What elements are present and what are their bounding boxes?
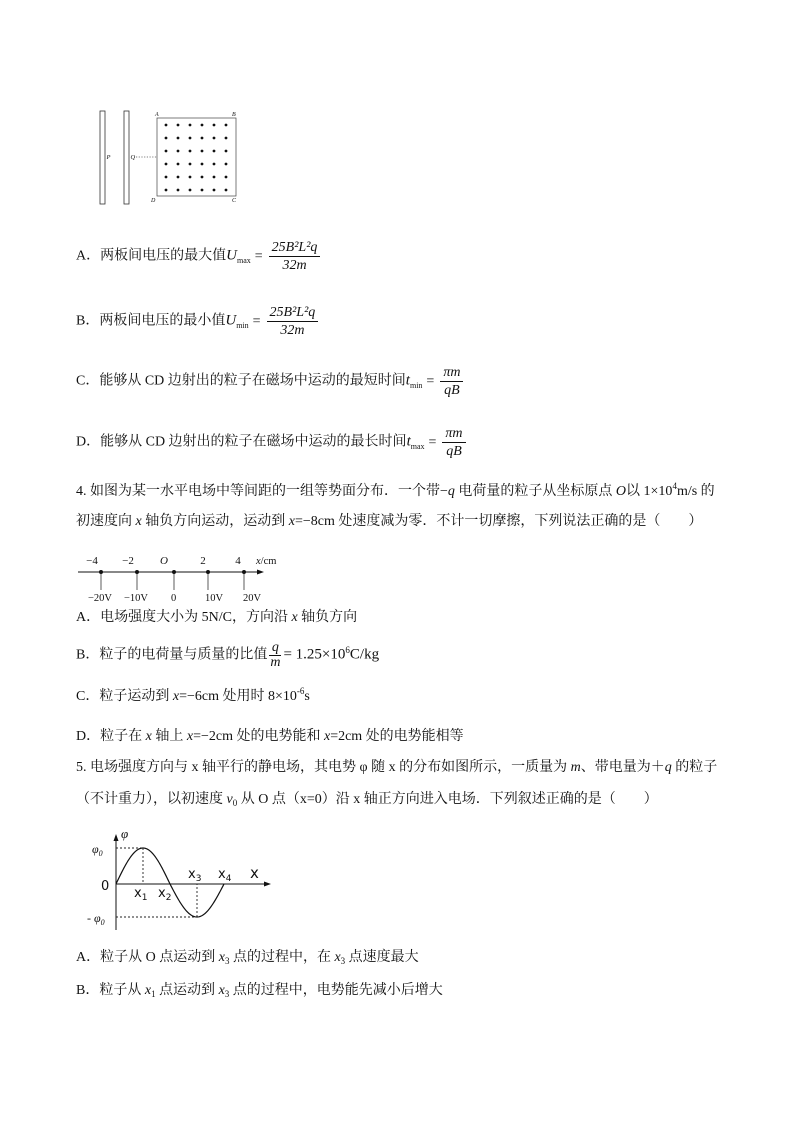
q4-option-d [76,727,464,747]
axis-point [206,570,210,574]
x1-label: $x_1$ [134,886,148,903]
field-dot [189,163,192,166]
equals-sign: = [426,373,435,389]
field-dot [165,189,168,192]
potential-label: −20V [88,593,113,604]
fraction-numerator: 25B²L²q [269,239,321,257]
fraction-numerator: πm [440,364,463,382]
option-text: 点的过程中，在 [229,950,335,965]
field-dot [177,176,180,179]
plate-p-label: P [106,154,111,161]
field-dot [225,137,228,140]
field-dot [201,163,204,166]
option-subscript: 3 [224,956,230,966]
axis-point [99,570,103,574]
option-variable: x [218,983,225,998]
plate-q-label: Q [130,154,136,161]
field-dot [165,124,168,127]
stem-variable: m [570,760,581,775]
field-dot [213,163,216,166]
q5-stem-line-2 [76,790,658,810]
q4-stem-line-1 [76,482,715,502]
option-variable: x [172,689,180,704]
fraction-numerator: q [269,641,281,656]
phi-axis-label: φ [121,826,129,841]
field-dot [165,163,168,166]
option-subscript: 3 [340,956,346,966]
option-variable: t [406,433,411,450]
q4-option-c [76,687,310,707]
field-dot [165,150,168,153]
equals-sign: = [254,248,263,264]
option-variable-subscript: max [410,441,425,451]
neg-phi0-label: - $\varphi_0$ [87,911,105,927]
corner-b-label: B [232,112,236,118]
option-fraction [267,304,319,339]
equals-sign: = [252,313,261,329]
axis-unit-label: x/cm [256,556,277,567]
x3-label: $x_3$ [188,867,202,884]
q5-stem-line-1 [76,758,717,778]
axis-point [172,570,176,574]
plate-p [100,111,105,204]
x-axis-arrow [264,882,271,887]
q3-option-c [76,364,465,399]
stem-variable: x [288,514,295,529]
potential-label: 0 [171,593,177,604]
phi0-label: $\varphi_0$ [92,842,103,858]
option-text: A．粒子从 O 点运动到 [76,950,219,965]
field-dot [189,137,192,140]
field-dot [213,137,216,140]
field-dot [177,163,180,166]
option-variable-subscript: min [409,380,423,390]
q4-option-b [76,641,379,670]
option-fraction [442,425,465,460]
stem-text: （不计重力），以初速度 [76,792,227,807]
option-text: A．电场强度大小为 5N/C，方向沿 [76,610,292,625]
field-dot [225,176,228,179]
field-dot [177,150,180,153]
axis-point [135,570,139,574]
field-dot [225,150,228,153]
stem-text: 的粒子 [671,760,718,775]
q3-option-a [76,239,322,274]
stem-text: 轴负方向运动，运动到 [141,514,289,529]
potential-label: 20V [243,593,262,604]
option-text: A．两板间电压的最大值 [76,248,227,264]
stem-exponent: 4 [672,481,677,491]
option-text: B．粒子的电荷量与质量的比值 [76,647,268,663]
option-text: 轴负方向 [297,610,358,625]
option-variable-subscript: max [236,255,251,265]
corner-d-label: D [151,198,156,204]
potential-vs-x-graph [84,826,279,934]
field-dot [177,124,180,127]
fraction-denominator: 32m [282,258,307,273]
axis-point [242,570,246,574]
option-text: =2cm 处的电势能相等 [330,729,464,744]
option-variable: x [291,610,298,625]
origin-label: 0 [101,879,110,894]
plates-and-magnetic-field-figure [90,105,250,210]
option-text: =−6cm 处用时 8×10 [179,689,297,704]
option-text: C．粒子运动到 [76,689,173,704]
stem-variable: x [135,514,142,529]
option-fraction [440,364,463,399]
option-variable: x [145,729,152,744]
x-axis-label: x [250,864,259,882]
option-variable: x [323,729,331,744]
option-text: 点速度最大 [345,950,419,965]
tick-label: −2 [122,555,134,567]
field-dot [213,124,216,127]
field-dot [213,176,216,179]
stem-text: 电荷量的粒子从坐标原点 [454,484,616,499]
option-variable: x [186,729,194,744]
equals-sign: = [428,434,437,450]
tick-label: 4 [235,555,241,567]
option-variable: U [226,247,237,264]
q4-stem-line-2 [76,512,702,532]
q4-option-a [76,608,357,628]
field-dot [225,163,228,166]
option-variable-subscript: min [236,320,249,330]
magnetic-field-dots [165,124,228,192]
plate-q [124,111,129,204]
option-text: D．粒子在 [76,729,146,744]
option-text: B．两板间电压的最小值 [76,313,226,329]
tick-label: 2 [200,555,206,567]
option-exponent: 6 [345,644,350,655]
x-axis-arrow [257,570,264,575]
field-dot [201,124,204,127]
field-dot [189,189,192,192]
field-dot [201,176,204,179]
field-dot [189,176,192,179]
option-variable: x [334,950,341,965]
option-subscript: 3 [224,989,230,999]
corner-a-label: A [155,112,159,118]
field-dot [201,189,204,192]
option-variable: x [218,950,225,965]
stem-text: 以 1×10 [626,484,673,499]
option-text: 轴上 [151,729,187,744]
phi-axis-arrow [114,834,119,841]
q5-option-b [76,981,443,1001]
field-dot [213,150,216,153]
option-subscript: 1 [151,989,156,999]
stem-text: 从 O 点（x=0）沿 x 轴正方向进入电场．下列叙述正确的是（ ） [237,792,658,807]
field-dot [165,176,168,179]
fraction-numerator: πm [442,425,465,443]
field-dot [201,150,204,153]
stem-text: =−8cm 处速度减为零．不计一切摩擦，下列说法正确的是（ ） [294,514,703,529]
stem-subscript: 0 [232,798,238,808]
stem-text: 、带电量为＋ [580,760,665,775]
q3-option-d [76,425,468,460]
charge-mass-fraction [269,641,281,670]
option-text: s [304,689,310,704]
stem-text: 5. 电场强度方向与 x 轴平行的静电场，其电势 φ 随 x 的分布如图所示，一质量为 [76,760,571,775]
stem-variable: v [226,792,233,807]
option-variable: U [225,312,237,329]
x2-label: $x_2$ [158,886,172,903]
field-dot [213,189,216,192]
field-dot [189,124,192,127]
field-region-abcd [157,118,236,196]
fraction-denominator: qB [444,383,460,398]
fraction-denominator: m [270,655,281,670]
stem-variable: q [447,484,455,499]
option-text: 点的过程中，电势能先减小后增大 [229,983,443,998]
q3-option-b [76,304,320,339]
q5-option-a [76,948,419,968]
option-variable: t [405,372,410,389]
potential-label: −10V [124,593,149,604]
tick-label: −4 [86,555,98,567]
option-text: =−2cm 处的电势能和 [193,729,324,744]
stem-text: 初速度向 [76,514,136,529]
fraction-denominator: qB [446,444,462,459]
equipotential-axis-figure [70,548,285,608]
stem-variable: O [615,484,627,499]
field-dot [165,137,168,140]
field-dot [225,124,228,127]
option-exponent: -6 [296,686,305,696]
option-text: B．粒子从 [76,983,145,998]
option-text: 点运动到 [155,983,219,998]
option-unit: C/kg [349,646,380,663]
x4-label: $x_4$ [218,867,232,884]
phi-curve [116,848,224,917]
stem-text: 4. 如图为某一水平电场中等间距的一组等势面分布．一个带− [76,484,448,499]
option-text: D．能够从 CD 边射出的粒子在磁场中运动的最长时间 [76,434,407,450]
option-variable: x [144,983,152,998]
option-value: = 1.25×10 [283,646,346,663]
field-dot [177,137,180,140]
stem-variable: q [664,760,672,775]
stem-text: m/s 的 [676,484,715,499]
field-dot [189,150,192,153]
origin-label: O [160,555,168,567]
fraction-denominator: 32m [280,323,305,338]
option-text: C．能够从 CD 边射出的粒子在磁场中运动的最短时间 [76,373,406,389]
field-dot [201,137,204,140]
field-dot [225,189,228,192]
corner-c-label: C [232,198,237,204]
field-dot [177,189,180,192]
option-fraction [269,239,321,274]
fraction-numerator: 25B²L²q [267,304,319,322]
potential-label: 10V [205,593,224,604]
